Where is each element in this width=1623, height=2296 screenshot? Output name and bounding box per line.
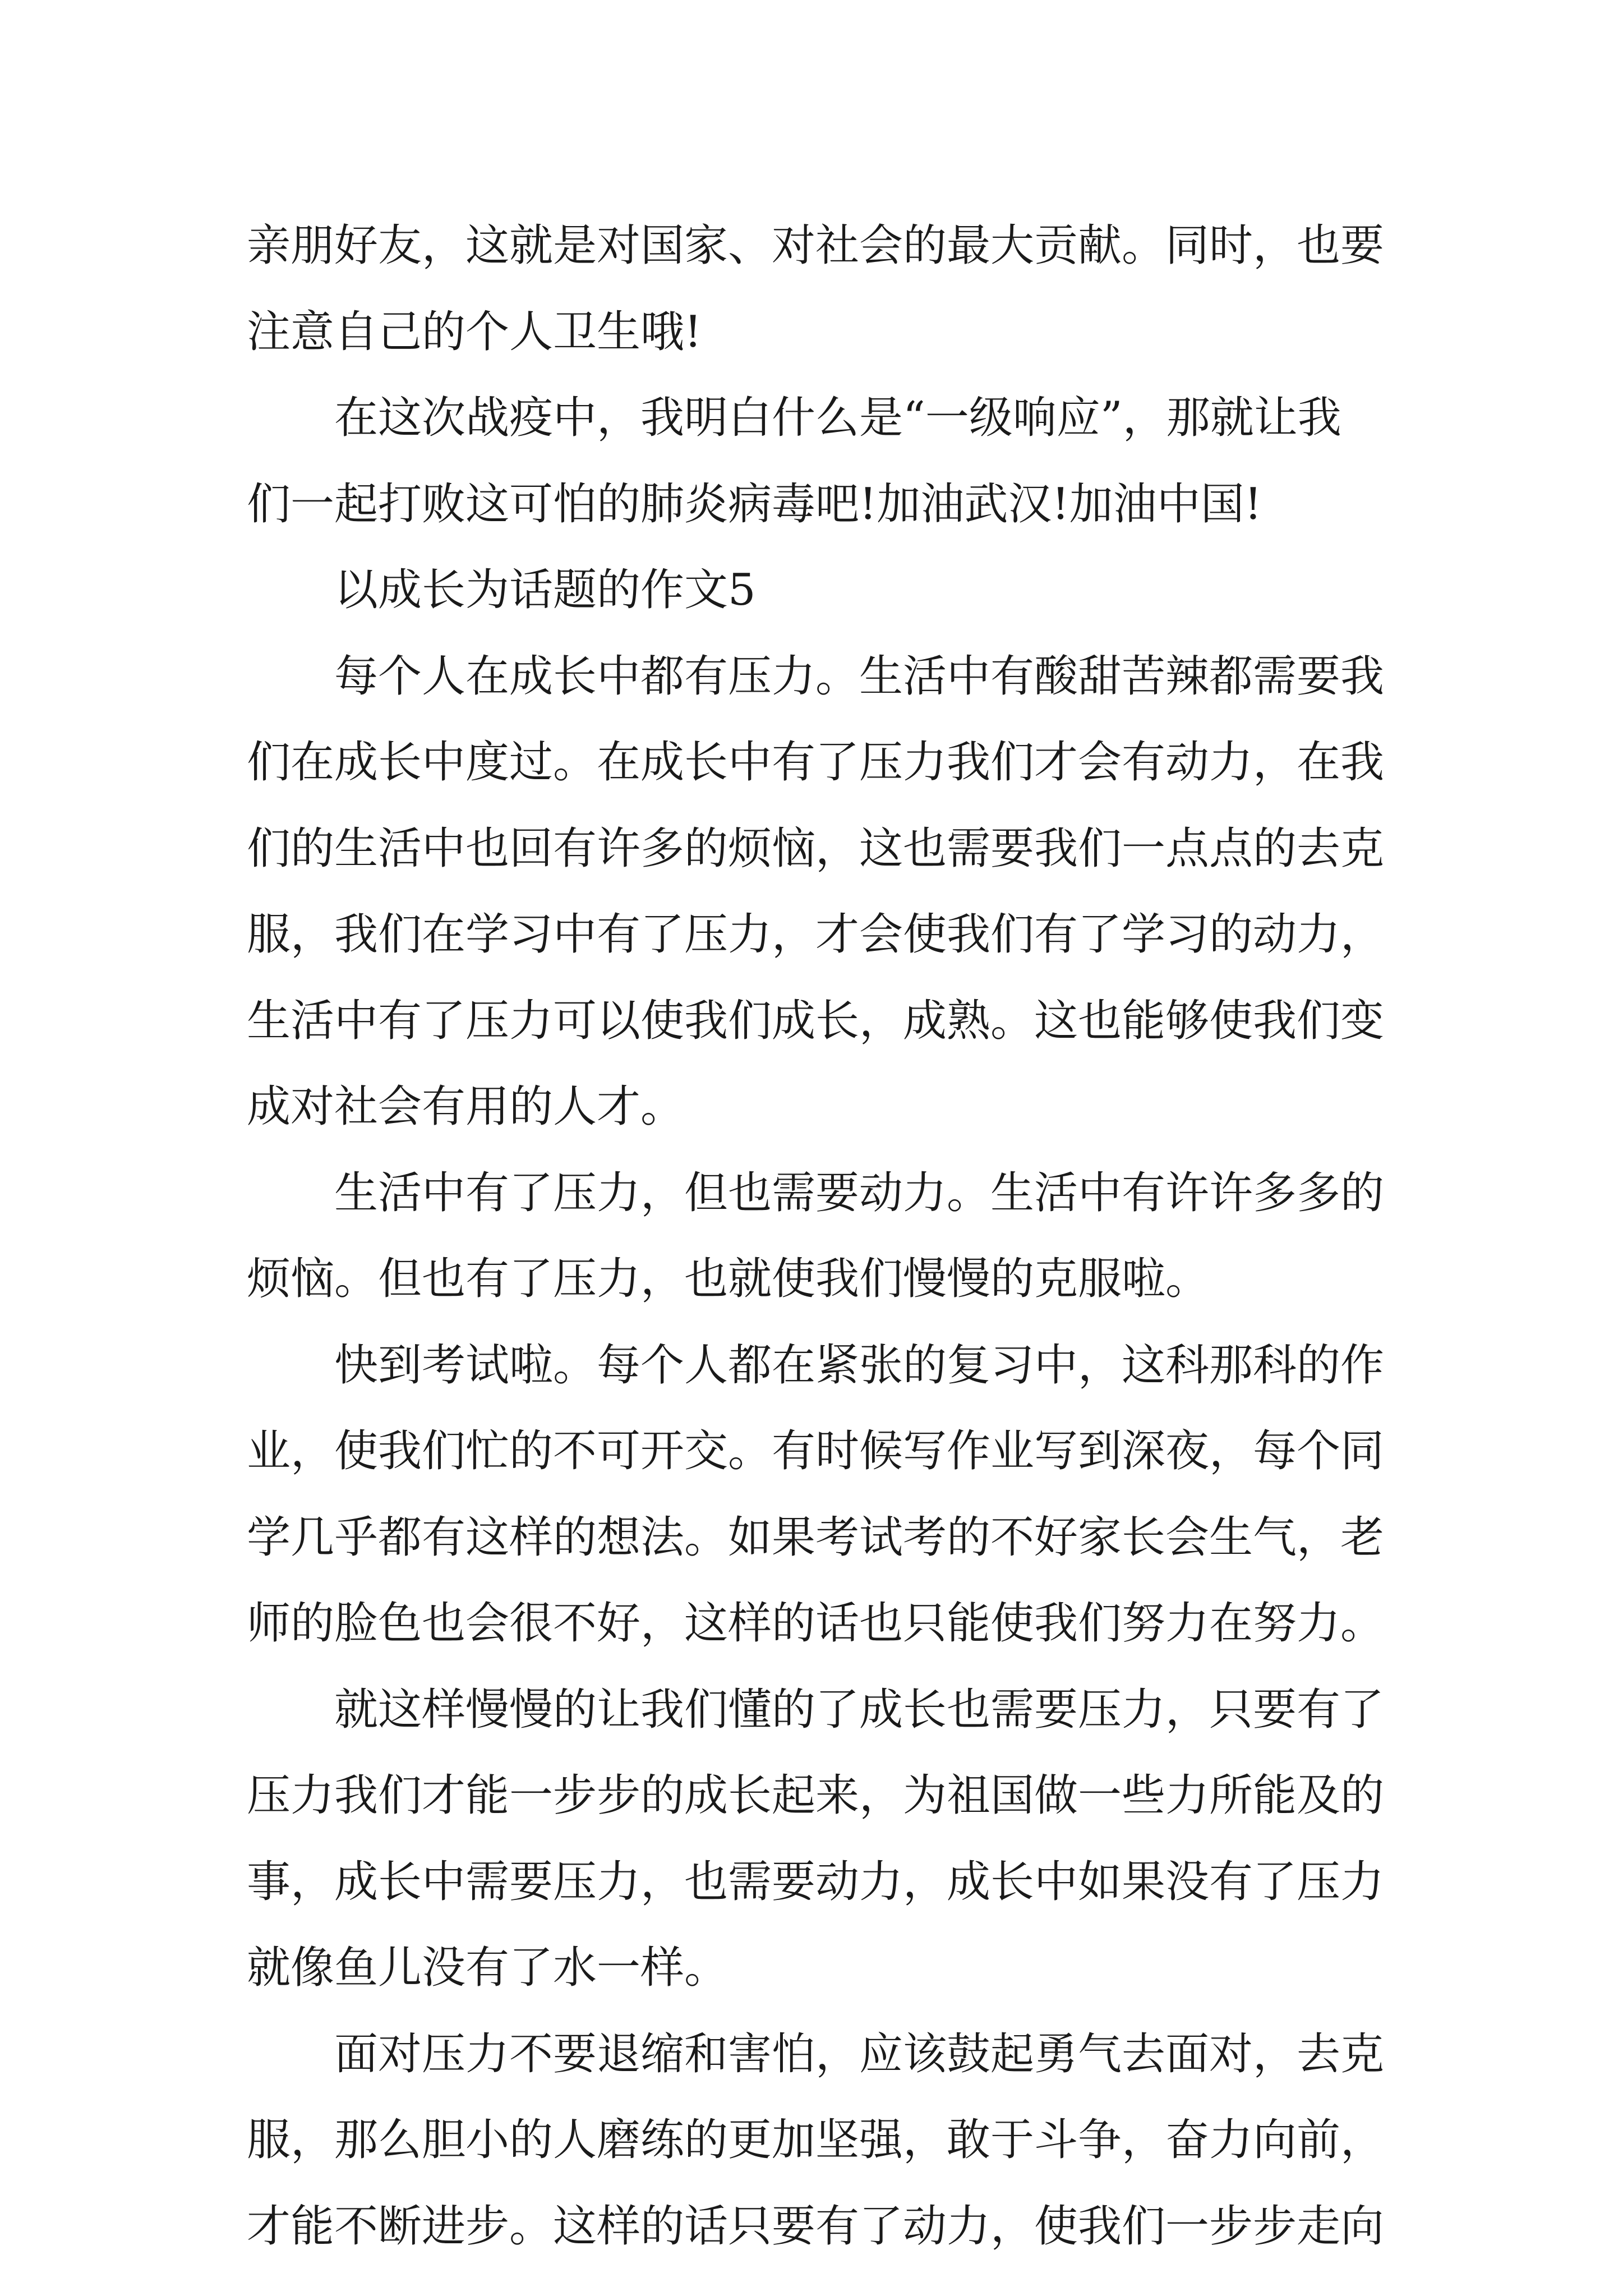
text-line: 事，成长中需要压力，也需要动力，成长中如果没有了压力 xyxy=(247,1856,1385,1907)
text-line: 面对压力不要退缩和害怕，应该鼓起勇气去面对，去克 xyxy=(334,2028,1385,2079)
text-line: 学几乎都有这样的想法。如果考试考的不好家长会生气，老 xyxy=(247,1512,1385,1563)
text-line: 生活中有了压力可以使我们成长，成熟。这也能够使我们变 xyxy=(247,995,1385,1046)
text-line: 服，那么胆小的人磨练的更加坚强，敢于斗争，奋力向前， xyxy=(247,2115,1385,2165)
text-line: 们一起打败这可怕的肺炎病毒吧!加油武汉!加油中国! xyxy=(247,478,1262,530)
text-line: 在这次战疫中，我明白什么是“一级响应”，那就让我 xyxy=(334,393,1341,443)
text-line: 压力我们才能一步步的成长起来，为祖国做一些力所能及的 xyxy=(247,1770,1385,1821)
text-line: 生活中有了压力，但也需要动力。生活中有许许多多的 xyxy=(334,1167,1385,1218)
text-line: 师的脸色也会很不好，这样的话也只能使我们努力在努力。 xyxy=(247,1598,1385,1649)
text-line: 烦恼。但也有了压力，也就使我们慢慢的克服啦。 xyxy=(247,1254,1210,1304)
text-line: 就这样慢慢的让我们懂的了成长也需要压力，只要有了 xyxy=(334,1684,1385,1735)
text-line: 亲朋好友，这就是对国家、对社会的最大贡献。同时，也要 xyxy=(247,220,1385,271)
text-line: 就像鱼儿没有了水一样。 xyxy=(247,1943,728,1993)
text-line: 成对社会有用的人才。 xyxy=(247,1082,685,1132)
text-line: 们的生活中也回有许多的烦恼，这也需要我们一点点的去克 xyxy=(247,823,1385,874)
text-line: 每个人在成长中都有压力。生活中有酸甜苦辣都需要我 xyxy=(334,651,1385,702)
text-line: 业，使我们忙的不可开交。有时候写作业写到深夜，每个同 xyxy=(247,1426,1385,1476)
text-line: 注意自己的个人卫生哦! xyxy=(247,306,702,357)
section-heading: 以成长为话题的作文5 xyxy=(334,565,756,615)
text-line: 服，我们在学习中有了压力，才会使我们有了学习的动力， xyxy=(247,909,1385,960)
text-line: 快到考试啦。每个人都在紧张的复习中，这科那科的作 xyxy=(334,1340,1385,1391)
text-line: 们在成长中度过。在成长中有了压力我们才会有动力，在我 xyxy=(247,737,1385,788)
text-line: 才能不断进步。这样的话只要有了动力，使我们一步步走向 xyxy=(247,2201,1385,2252)
document-body xyxy=(247,203,1391,2270)
